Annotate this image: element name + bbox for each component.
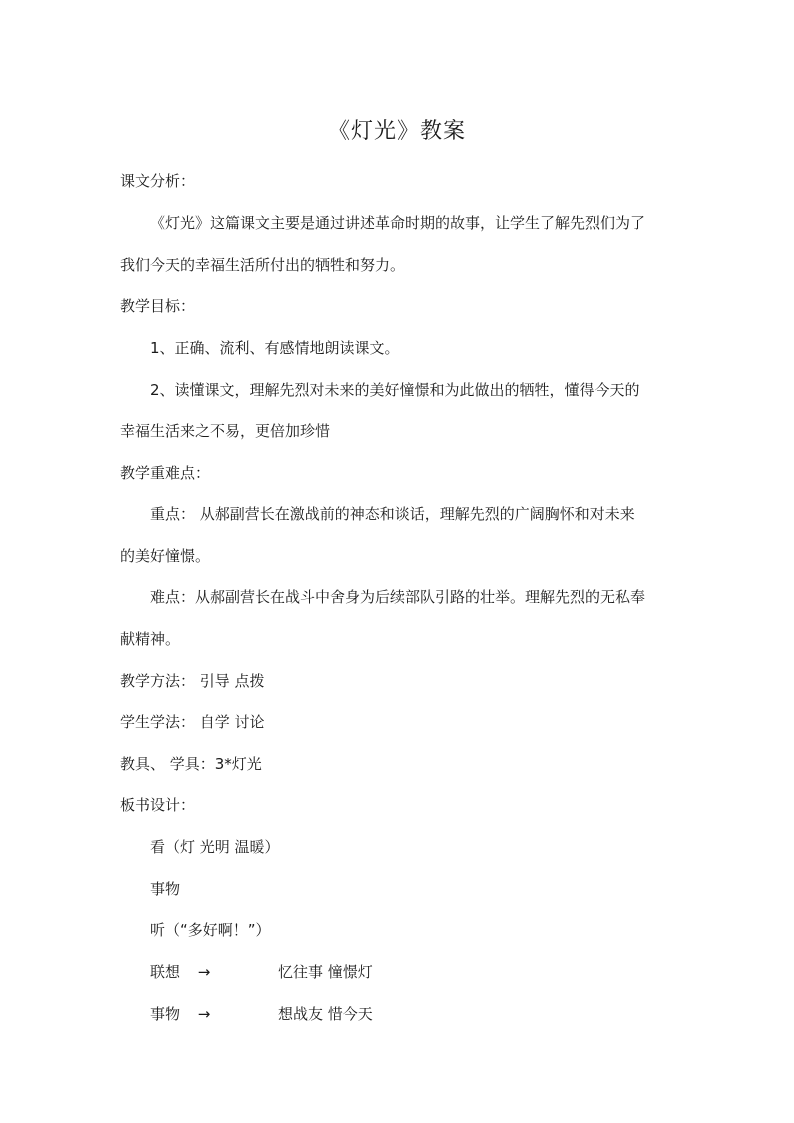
board-design-heading: 板书设计： (120, 796, 196, 814)
learning-method: 学生学法： 自学 讨论 (120, 713, 265, 731)
board-row-2: 事物 (150, 880, 181, 898)
goals-heading: 教学目标： (120, 297, 196, 315)
board-row-4-left: 联想 (150, 963, 181, 981)
board-row-5 (150, 1004, 710, 1024)
analysis-paragraph-line-2: 我们今天的幸福生活所付出的牺牲和努力。 (120, 256, 406, 274)
analysis-paragraph-line-1: 《灯光》这篇课文主要是通过讲述革命时期的故事，让学生了解先烈们为了 (150, 214, 646, 232)
arrow-right-icon: → (197, 1005, 211, 1023)
arrow-right-icon: → (197, 963, 211, 981)
goal-item-2-line-1: 2、读懂课文，理解先烈对未来的美好憧憬和为此做出的牺牲，懂得今天的 (150, 381, 640, 399)
key-point-line-2: 的美好憧憬。 (120, 547, 211, 565)
difficult-point-line-2: 献精神。 (120, 630, 181, 648)
goal-item-1: 1、正确、流利、有感情地朗读课文。 (150, 339, 400, 357)
board-row-1: 看（灯 光明 温暖） (150, 838, 280, 856)
board-row-4 (150, 962, 710, 982)
board-row-5-left: 事物 (150, 1005, 181, 1023)
teaching-method: 教学方法： 引导 点拨 (120, 672, 265, 690)
board-row-4-right: 忆往事 憧憬灯 (278, 963, 373, 981)
difficult-point-line-1: 难点：从郝副营长在战斗中舍身为后续部队引路的壮举。理解先烈的无私奉 (150, 588, 646, 606)
teaching-tools: 教具、 学具：3*灯光 (120, 755, 262, 773)
key-point-line-1: 重点： 从郝副营长在激战前的神态和谈话，理解先烈的广阔胸怀和对未来 (150, 505, 635, 523)
board-row-3: 听（“多好啊！”） (150, 921, 271, 939)
board-row-5-right: 想战友 惜今天 (278, 1005, 373, 1023)
keypoints-heading: 教学重难点： (120, 464, 211, 482)
goal-item-2-line-2: 幸福生活来之不易，更倍加珍惜 (120, 422, 331, 440)
analysis-heading: 课文分析： (120, 172, 196, 190)
page-title: 《灯光》教案 (327, 119, 466, 144)
